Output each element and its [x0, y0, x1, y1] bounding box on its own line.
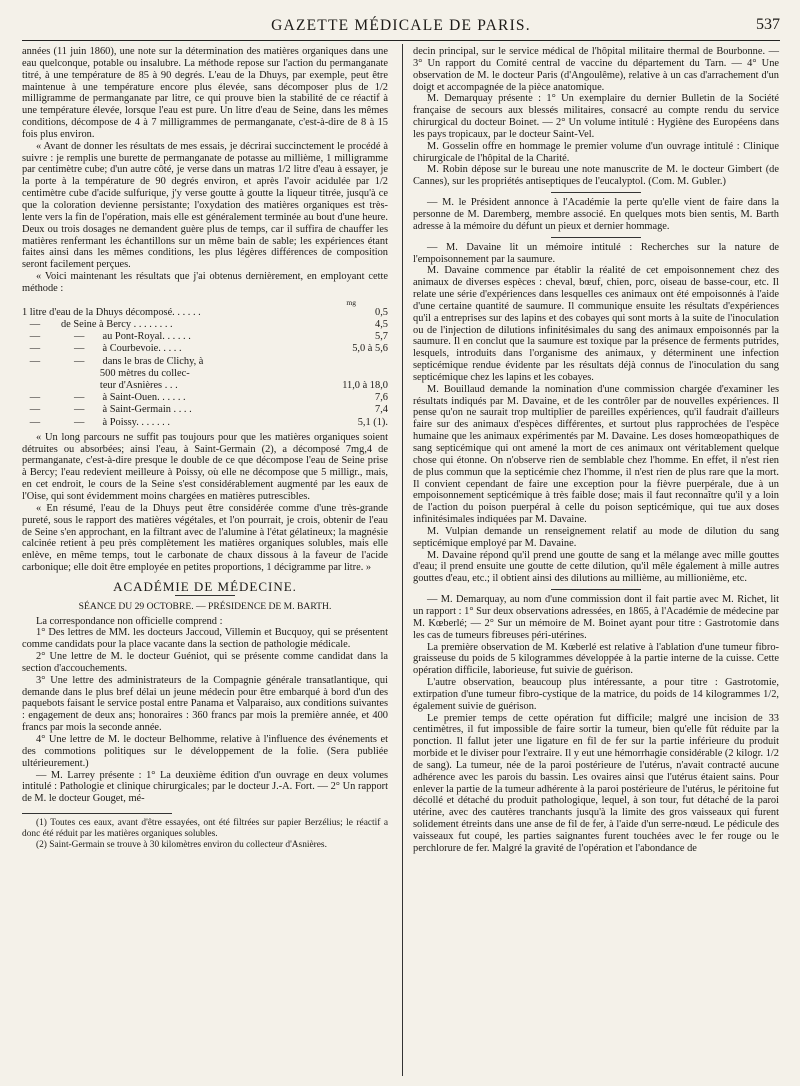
paragraph: — M. Davaine lit un mémoire intitulé : Recherches sur la nature de l'empoisonnement par la saumure.	[413, 241, 779, 265]
paragraph: années (11 juin 1860), une note sur la détermination des matières organiques dans une eau quelconque, potable ou insalubre. La méthode repose sur l'action du permanganate titré, à une température de 85 à 90 degrés. L'eau de la Dhuys, par exemple, peut être maintenue à une température encore plus élevée, sans décomposer plus de 1/2 milligramme de permanganate par litre, ce qui prouve bien la stabilité de ce réactif à une température élevée, lorsque l'eau est pure. Un litre d'eau de Seine, dans les mêmes conditions, décompose de 4 à 7 milligrammes de permanganate, c'est-à-dire de 8 à 15 fois plus environ.	[22, 46, 388, 140]
table-row	[22, 307, 388, 319]
paragraph: « Voici maintenant les résultats que j'ai obtenus dernièrement, en employant cette méthode :	[22, 271, 388, 294]
heading-rule	[175, 595, 235, 596]
session-heading: SÉANCE DU 29 OCTOBRE. — PRÉSIDENCE DE M. BARTH.	[78, 600, 332, 612]
paragraph: — M. Larrey présente : 1° La deuxième édition d'un ouvrage en deux volumes intitulé : Pathologie et clinique chirurgicales; par le docteur J.-A. Fort. — 2° Un rapport de M. le docteur Gouget, mé-	[22, 769, 388, 805]
results-table	[22, 298, 388, 429]
paragraph: — M. Demarquay, au nom d'une commission dont il fait partie avec M. Richet, lit un rapport : 1° Sur deux observations adressées, en 1865, à l'Académie de médecine par M. Kœberlé; — 2° Sur un mémoire de M. Boinet ayant pour titre : Gastrotomie dans les cas de tumeurs fibreuses péri-utérines.	[413, 594, 779, 641]
row-value: 7,6	[375, 392, 388, 404]
row-value: 4,5	[375, 318, 388, 330]
paragraph: « Avant de donner les résultats de mes essais, je décrirai succinctement le procédé à suivre : je remplis une burette de permanganate de potasse au millième, 1 milligramme par centimètre cube; d'un autre côté, je verse dans un matras 1/2 litre d'eau à essayer, je la porte à la température de 90 degrés environ, et après l'avoir acidulée par 1/2 centimètre cube d'acide sulfurique, j'y verse goutte à goutte la liqueur titrée, jusqu'à ce que la coloration devienne persistante; l'oxydation des matières organiques est très-lente vers la fin de l'opération, mais elle est généralement terminée au bout d'une heure. Deux ou trois dosages ne demandent guère plus de temps, car il suffira de chauffer les matières renfermant les échantillons sur un même bain de sable; les expériences étant faites ainsi dans les mêmes conditions, les plus légères différences de composition seront facilement perçues.	[22, 140, 388, 271]
table-row	[22, 368, 388, 380]
paragraph: M. Robin dépose sur le bureau une note manuscrite de M. le docteur Gimbert (de Cannes), sur les propriétés antiseptiques de l'eucalyptol. (Com. M. Gubler.)	[413, 164, 779, 188]
paragraph: 3° Une lettre des administrateurs de la Compagnie générale transatlantique, qui demande dans le plus bref délai un jeune médecin pour être embarqué à bord d'un des paquebots faisant le service postal entre Panama et Valparaiso, aux conditions suivantes : engagement de deux ans; honoraires : 360 francs par mois la première année, et 400 francs par mois la seconde année.	[22, 674, 388, 734]
table-row	[22, 356, 388, 368]
table-row	[22, 404, 388, 416]
left-column	[22, 46, 388, 851]
column-divider	[402, 44, 403, 1076]
paragraph: 4° Une lettre de M. le docteur Belhomme, relative à l'influence des événements et des commotions politiques sur le développement de la folie. (Sera publiée ultérieurement.)	[22, 734, 388, 769]
row-label: — — à Courbevoie. . . . .	[22, 343, 182, 355]
row-value: 0,5	[375, 306, 388, 318]
paragraph: « Un long parcours ne suffit pas toujours pour que les matières organiques soient détruites ou absorbées; ainsi l'eau, à Saint-Germain (2), a décomposé 7mg,4 de permanganate, c'est-à-dire presque le double de ce que décompose l'eau de Seine prise à Bercy; l'eau redevient meilleure à Poissy, où elle ne décompose que 5 milligr., mais, en cet endroit, le cours de la Seine s'est considérablement augmenté par les eaux de l'Oise, qui sont évidemment moins chargées en matières putrescibles.	[22, 431, 388, 502]
journal-title: GAZETTE MÉDICALE DE PARIS.	[271, 17, 531, 34]
paragraph: M. Davaine répond qu'il prend une goutte de sang et la mélange avec mille gouttes d'eau; il prend ensuite une goutte de cette dilution, qu'il mêle également à mille autres gouttes d'eau, etc.; il obtient ainsi des dilutions au millième, au millionième, etc.	[413, 549, 779, 585]
header-rule	[22, 40, 780, 41]
table-row	[22, 392, 388, 404]
paragraph: M. Demarquay présente : 1° Un exemplaire du dernier Bulletin de la Société française de secours aux blessés militaires, consacré au compte rendu du service chirurgical du docteur Boinet. — 2° Un volume intitulé : Hygiène des Européens dans les pays tropicaux, par le docteur Saint-Vel.	[413, 93, 779, 140]
row-label: — — à Saint-Ouen. . . . . .	[22, 392, 186, 404]
row-value: 5,7	[375, 331, 388, 343]
row-value: 11,0 à 18,0	[342, 379, 388, 391]
row-value: 5,0 à 5,6	[352, 343, 388, 355]
row-label: — de Seine à Bercy . . . . . . . .	[22, 318, 173, 330]
row-label: 500 mètres du collec-	[22, 367, 190, 379]
row-label: — — dans le bras de Clichy, à	[22, 355, 204, 367]
separator-rule	[551, 237, 641, 238]
row-label: 1 litre d'eau de la Dhuys décomposé. . . . . .	[22, 306, 201, 318]
row-value: 5,1 (1).	[357, 416, 388, 428]
footnote: (2) Saint-Germain se trouve à 30 kilomètres environ du collecteur d'Asnières.	[36, 840, 327, 851]
page-number: 537	[756, 16, 780, 33]
footnote-rule	[22, 813, 172, 814]
separator-rule	[551, 192, 641, 193]
table-unit: mg	[346, 297, 356, 307]
row-value: 7,4	[375, 404, 388, 416]
paragraph: — M. le Président annonce à l'Académie la perte qu'elle vient de faire dans la personne de M. Daremberg, membre associé. En quelques mots bien sentis, M. Barth adresse à la mémoire du défunt un pieux et dernier hommage.	[413, 197, 779, 232]
row-label: teur d'Asnières . . .	[22, 379, 178, 391]
paragraph: « En résumé, l'eau de la Dhuys peut être considérée comme d'une très-grande pureté, sous le rapport des matières végétales, et l'on pourrait, je crois, obtenir de l'eau de Seine s'en approchant, en la filtrant avec de l'alumine à l'état gélatineux; la magnésie calcinée retient à peu près complètement les matières organiques solubles, mais elle enlève, en même temps, tout le carbonate de chaux dissous à la faveur de l'acide carbonique; elle doit être employée en petites proportions, 1 décigramme par litre. »	[22, 502, 388, 574]
page-header	[22, 14, 780, 40]
table-row	[22, 319, 388, 331]
paragraph: decin principal, sur le service médical de l'hôpital militaire thermal de Bourbonne. — 3° Un rapport du Comité central de vaccine du département du Tarn. — 4° Une observation de M. le docteur Paris (d'Angoulême), relative à un cas d'arrachement d'un doigt et accompagnée de la pièce anatomique.	[413, 46, 779, 93]
row-label: — — au Pont-Royal. . . . . .	[22, 331, 191, 343]
paragraph: La première observation de M. Kœberlé est relative à l'ablation d'une tumeur fibro-graisseuse du poids de 5 kilogrammes développée à la partie interne de la cuisse. Cette opération difficile, laborieuse, fut suivie de guérison.	[413, 641, 779, 677]
table-row	[22, 331, 388, 343]
right-column	[413, 46, 779, 855]
paragraph: M. Bouillaud demande la nomination d'une commission chargée d'examiner les résultats indiqués par M. Davaine, et de les contrôler par de nouvelles expériences. Il pense qu'on ne saurait trop multiplier de pareilles expériences, qu'il faudrait d'ailleurs faire sur des animaux d'espèces différentes, et surtout plus rapprochées de l'espèce humaine que les animaux expérimentés par M. Davaine. Les doses homœopathiques de sang septicémique qui ont amené la mort de ces animaux ont véritablement quelque chose qui étonne. On n'observe rien de semblable chez l'homme. En effet, il n'est rien de plus commun que la septicémie chez l'homme, il n'est rien de plus rare que la mort. Il convient cependant de faire une exception pour la fièvre puerpérale, due à un empoisonnement septicémique à très faible dose; mais il faut reconnaître qu'il y a loin de l'action du poison puerpéral à celle du poison septicémique, qui tue aux doses infinitésimales indiquées par M. Davaine.	[413, 383, 779, 526]
section-heading: ACADÉMIE DE MÉDECINE.	[113, 578, 297, 594]
paragraph: 2° Une lettre de M. le docteur Guéniot, qui se présente comme candidat dans la section d'accouchements.	[22, 651, 388, 674]
paragraph: M. Vulpian demande un renseignement relatif au mode de dilution du sang septicémique employé par M. Davaine.	[413, 525, 779, 549]
paragraph: M. Gosselin offre en hommage le premier volume d'un ouvrage intitulé : Clinique chirurgicale de l'hôpital de la Charité.	[413, 140, 779, 164]
separator-rule	[551, 589, 641, 590]
table-row	[22, 343, 388, 355]
paragraph: 1° Des lettres de MM. les docteurs Jaccoud, Villemin et Bucquoy, qui se présentent comme candidats pour la place vacante dans la section de pathologie médicale.	[22, 627, 388, 651]
paragraph: La correspondance non officielle comprend :	[36, 615, 223, 627]
paragraph: Le premier temps de cette opération fut difficile; malgré une incision de 33 centimètres, il fut impossible de faire sortir la tumeur, bien qu'elle fût réduite par la ponction. Il fallut jeter une ligature en fil de fer sur la partie inférieure du produit morbide et le diviser pour l'extraire. Il y eut une hémorrhagie considérable (2 kilogr. 1/2 de sang). La tumeur, née de la paroi postérieure de l'utérus, n'avait contracté aucune adhérence avec les parois du bassin. Les ovaires ainsi que l'utérus étaient sains. Pour enlever la partie de la tumeur adhérente à la paroi postérieure de l'utérus, le péritoine fut décollé et détaché du produit pathologique, lequel, à son tour, fut détaché de la paroi utérine, avec des cautères tranchants jusqu'à la limite des gros vaisseaux qui furent solidement étreints dans une anse de fil de fer, à l'aide d'un serre-nœud. Le pédicule des vaisseaux fut coupé, les parties saignantes furent touchées avec le fer rouge ou le perchlorure de fer. Malgré la gravité de l'opération et l'abondance de	[413, 712, 779, 854]
paragraph: M. Davaine commence par établir la réalité de cet empoisonnement chez des animaux de diverses espèces : cheval, bœuf, chien, porc, oiseau de basse-cour, etc. Il relate une série d'expériences dans lesquelles ces animaux ont été empoisonnés à l'aide d'une certaine quantité de saumure. Il communique ensuite les résultats d'expériences qu'il a entreprises sur des lapins et des cobayes qui sont morts à la suite de l'inoculation ou de l'injection de dilutions infinitésimales du sang des animaux empoisonnés par la saumure. Il en conclut que la saumure est toxique par la présence de ferments putrides, lesquels, introduits dans l'organisme des animaux, y déterminent une infection septicémique rendue évidente par les résultats déjà connus de l'inoculation du sang septicémique chez les lapins et les cobayes.	[413, 265, 779, 383]
table-row	[22, 417, 388, 429]
row-label: — — à Saint-Germain . . . .	[22, 404, 192, 416]
table-row	[22, 380, 388, 392]
paragraph: L'autre observation, beaucoup plus intéressante, a pour titre : Gastrotomie, extirpation d'une tumeur fibro-cystique de la matrice, du poids de 14 kilogrammes 1/2, également suivie de guérison.	[413, 677, 779, 712]
row-label: — — à Poissy. . . . . . .	[22, 416, 170, 428]
footnote: (1) Toutes ces eaux, avant d'être essayées, ont été filtrées sur papier Berzélius; le réactif a donc été réduit par les matières organiques solubles.	[22, 818, 388, 840]
